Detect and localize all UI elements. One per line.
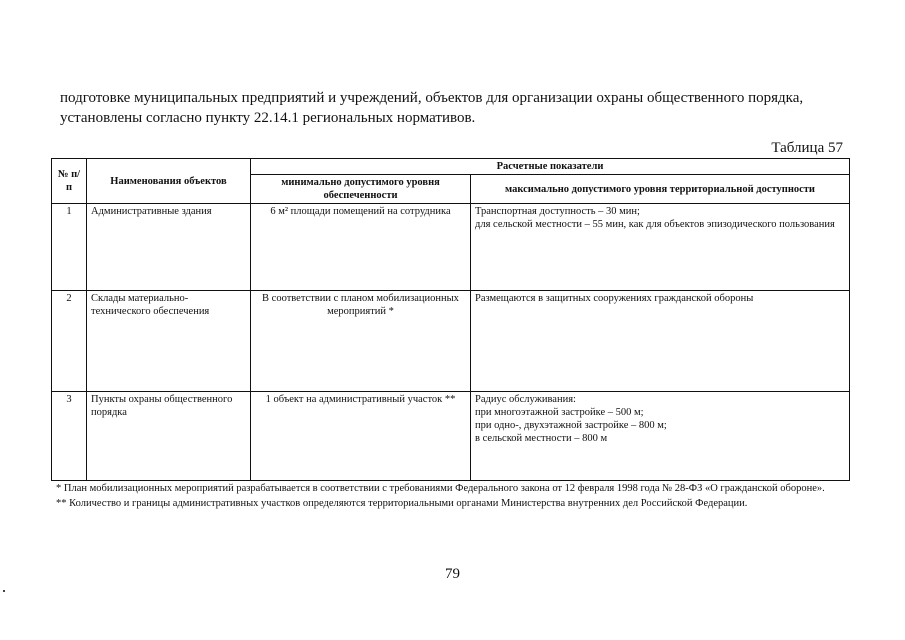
header-max: максимально допустимого уровня территориальной доступности — [471, 175, 850, 204]
table-row — [52, 291, 850, 392]
row-max-line: Радиус обслуживания: — [475, 394, 576, 405]
footnote-2: ** Количество и границы административных участков определяются территориальными органами Министерства внутренних дел Российской Федерации. — [56, 498, 748, 509]
intro-line-1: подготовке муниципальных предприятий и учреждений, объектов для организации охраны общественного порядка, — [60, 90, 804, 106]
header-name: Наименования объектов — [87, 159, 251, 204]
row-min: В соответствии с планом мобилизационных мероприятий * — [251, 291, 471, 392]
row-name: Административные здания — [87, 204, 251, 291]
intro-line-2: установлены согласно пункту 22.14.1 региональных нормативов. — [60, 110, 476, 126]
row-max — [471, 291, 850, 392]
footnote-1: * План мобилизационных мероприятий разрабатывается в соответствии с требованиями Федерального закона от 12 февраля 1998 года № 28-ФЗ «О гражданской обороне». — [56, 483, 825, 494]
table-row — [52, 392, 850, 481]
row-max — [471, 204, 850, 291]
row-max-line: Размещаются в защитных сооружениях гражданской обороны — [475, 293, 754, 304]
row-min: 1 объект на административный участок ** — [251, 392, 471, 481]
header-num: № п/п — [52, 159, 87, 204]
row-min: 6 м² площади помещений на сотрудника — [251, 204, 471, 291]
row-max-line: при одно-, двухэтажной застройке – 800 м; — [475, 420, 667, 431]
row-num: 1 — [52, 204, 87, 291]
footnotes — [56, 482, 846, 511]
row-max-line: в сельской местности – 800 м — [475, 433, 608, 444]
header-group: Расчетные показатели — [251, 159, 850, 175]
row-max — [471, 392, 850, 481]
page-number: 79 — [445, 566, 460, 582]
row-num: 2 — [52, 291, 87, 392]
row-max-line: при многоэтажной застройке – 500 м; — [475, 407, 644, 418]
scan-speck — [3, 590, 5, 592]
row-max-line: Транспортная доступность – 30 мин; — [475, 206, 640, 217]
intro-paragraph — [60, 88, 845, 128]
table-caption: Таблица 57 — [771, 140, 843, 156]
table-row — [52, 204, 850, 291]
row-name: Склады материально-технического обеспечения — [87, 291, 251, 392]
row-num: 3 — [52, 392, 87, 481]
row-name: Пункты охраны общественного порядка — [87, 392, 251, 481]
indicators-table — [51, 158, 850, 481]
header-min: минимально допустимого уровня обеспеченности — [251, 175, 471, 204]
row-max-line: для сельской местности – 55 мин, как для объектов эпизодического пользования — [475, 219, 835, 230]
